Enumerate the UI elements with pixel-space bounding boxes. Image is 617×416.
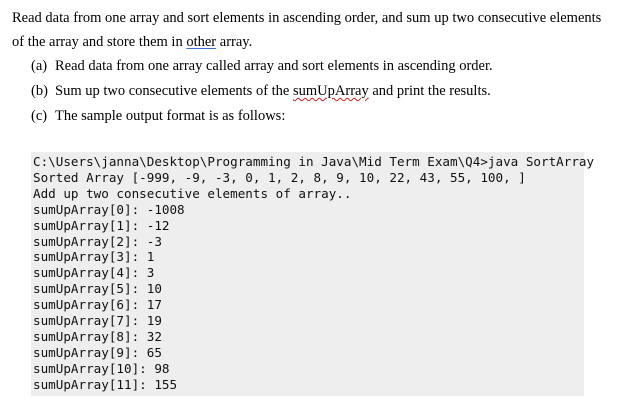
task-text: The sample output format is as follows: [55,108,286,124]
problem-statement [12,6,612,54]
console-line: sumUpArray[7]: 19 [33,313,162,329]
statement-line-2 [12,30,612,54]
console-line: Add up two consecutive elements of array.. [33,185,352,201]
console-line: sumUpArray[6]: 17 [33,297,162,313]
statement-line-2-end: array. [216,34,253,50]
console-line: sumUpArray[1]: -12 [33,217,170,233]
console-line: sumUpArray[5]: 10 [33,281,162,297]
console-line: sumUpArray[2]: -3 [33,233,162,249]
console-line: sumUpArray[10]: 98 [33,360,170,376]
console-line: C:\Users\janna\Desktop\Programming in Java\Mid Term Exam\Q4>java SortArray [33,154,595,169]
console-line: sumUpArray[3]: 1 [33,249,155,265]
task-list [31,54,493,129]
task-item-b [31,79,493,104]
task-marker: (b) [31,83,48,99]
console-line: sumUpArray[4]: 3 [33,265,155,281]
console-line: sumUpArray[11]: 155 [33,376,178,392]
underlined-word-sumuparray: sumUpArray [293,83,369,99]
task-text-start: Sum up two consecutive elements of the [55,83,293,99]
task-text-end: and print the results. [368,83,491,99]
console-line: sumUpArray[9]: 65 [33,344,162,360]
console-line: Sorted Array [-999, -9, -3, 0, 1, 2, 8, 9, 10, 22, 43, 55, 100, ] [33,169,526,185]
task-marker: (a) [31,58,48,74]
task-item-a [31,54,493,79]
sample-output-console [31,152,595,396]
console-line: sumUpArray[0]: -1008 [33,201,185,217]
underlined-word-other: other [186,34,217,50]
task-item-c [31,104,493,129]
task-marker: (c) [31,108,48,124]
task-text: Read data from one array called array and sort elements in ascending order. [55,58,493,74]
statement-line-1: Read data from one array and sort elements in ascending order, and sum up two consecutive elements [12,10,602,26]
statement-line-2-start: of the array and store them in [12,34,187,50]
console-line: sumUpArray[8]: 32 [33,328,162,344]
